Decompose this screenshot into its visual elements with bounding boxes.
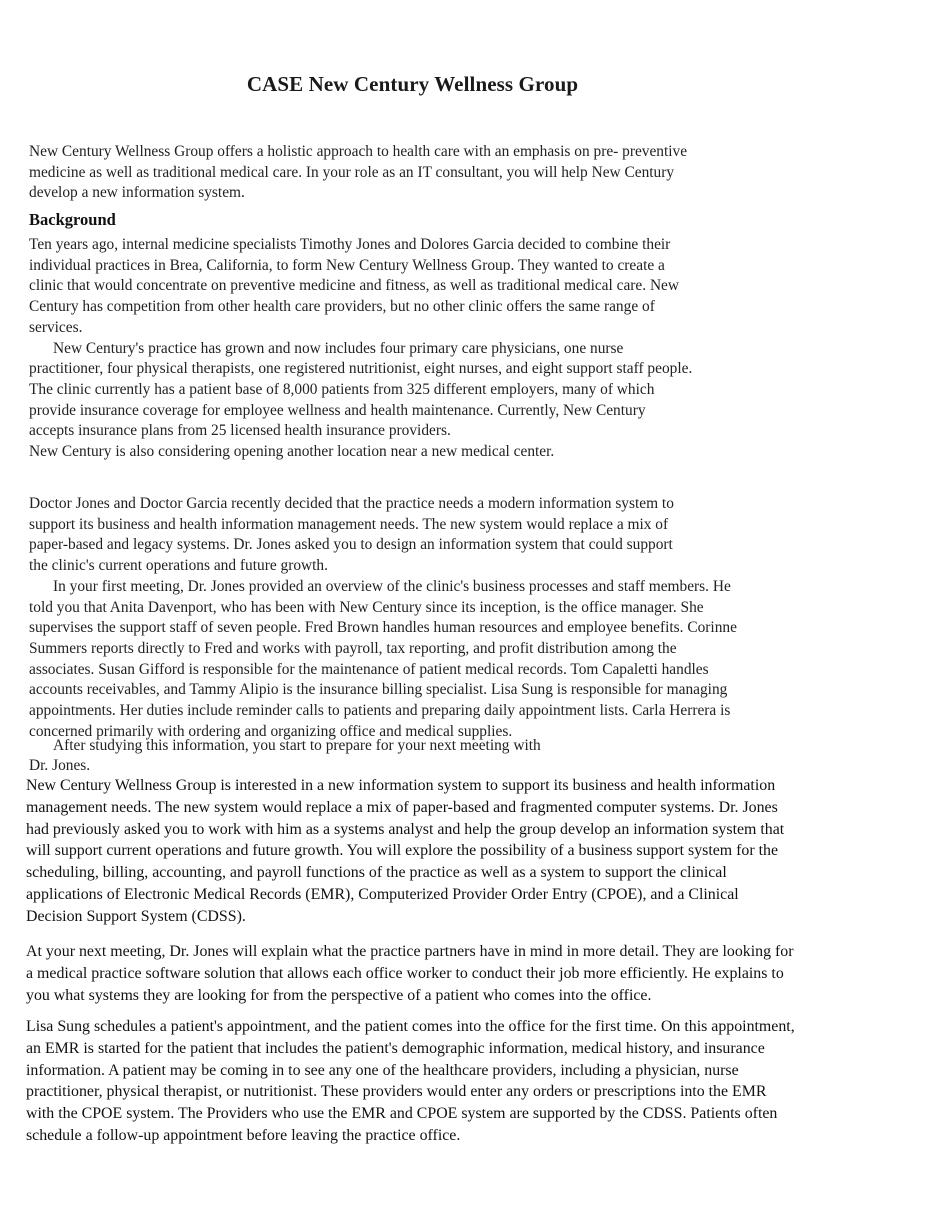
document-title: CASE New Century Wellness Group — [246, 72, 579, 96]
paragraph-line: paper-based and legacy systems. Dr. Jones asked you to design an information system that could support — [29, 536, 673, 554]
paragraph-line: told you that Anita Davenport, who has been with New Century since its inception, is the office manager. She — [29, 598, 704, 616]
paragraph-line: New Century is also considering opening another location near a new medical center. — [29, 443, 555, 461]
background-section — [29, 235, 692, 463]
paragraph-line: In your first meeting, Dr. Jones provided an overview of the clinic's business processes and staff members. He — [53, 577, 731, 595]
paragraph-line: schedule a follow-up appointment before leaving the practice office. — [26, 1126, 461, 1144]
paragraph-line: an EMR is started for the patient that includes the patient's demographic information, medical history, and insurance — [26, 1039, 765, 1057]
paragraph-line: the clinic's current operations and future growth. — [29, 557, 328, 575]
paragraph-line: you what systems they are looking for from the perspective of a patient who comes into the office. — [26, 986, 652, 1004]
paragraph-line: develop a new information system. — [29, 184, 245, 202]
paragraph-line: clinic that would concentrate on preventive medicine and fitness, as well as traditional medical care. New — [29, 277, 680, 295]
paragraph-line: accepts insurance plans from 25 licensed health insurance providers. — [29, 422, 451, 440]
paragraph-line: Ten years ago, internal medicine specialists Timothy Jones and Dolores Garcia decided to combine their — [29, 236, 671, 253]
paragraph-line: New Century's practice has grown and now includes four primary care physicians, one nurse — [53, 339, 624, 357]
next-meeting-paragraph — [26, 941, 794, 1006]
paragraph-line: After studying this information, you start to prepare for your next meeting with — [53, 737, 541, 754]
background-heading: Background — [29, 210, 116, 229]
system-paragraph — [26, 775, 784, 928]
paragraph-line: medicine as well as traditional medical care. In your role as an IT consultant, you will help New Century — [29, 163, 675, 181]
paragraph-line: management needs. The new system would replace a mix of paper-based and fragmented computer systems. Dr. Jones — [26, 798, 778, 816]
paragraph-line: At your next meeting, Dr. Jones will explain what the practice partners have in mind in more detail. They are looking for — [26, 943, 794, 960]
intro-paragraph — [29, 142, 687, 204]
paragraph-line: supervises the support staff of seven people. Fred Brown handles human resources and employee benefits. Corinne — [29, 619, 737, 637]
paragraph-line: services. — [29, 318, 83, 336]
paragraph-line: support its business and health information management needs. The new system would replace a mix of — [29, 515, 669, 533]
paragraph-line: had previously asked you to work with him as a systems analyst and help the group develop an information system that — [26, 820, 785, 838]
patient-flow-paragraph — [26, 1016, 795, 1147]
paragraph-line: individual practices in Brea, California, to form New Century Wellness Group. They wanted to create a — [29, 256, 665, 274]
paragraph-line: practitioner, physical therapist, or nutritionist. These providers would enter any orders or prescriptions into the EMR — [26, 1083, 767, 1101]
paragraph-line: Summers reports directly to Fred and works with payroll, tax reporting, and profit distribution among the — [29, 639, 677, 657]
paragraph-line: applications of Electronic Medical Records (EMR), Computerized Provider Order Entry (CPOE), and a Clinical — [26, 885, 739, 903]
paragraph-line: The clinic currently has a patient base of 8,000 patients from 325 different employers, many of which — [29, 380, 655, 398]
staff-overview-section — [29, 494, 737, 742]
paragraph-line: Doctor Jones and Doctor Garcia recently decided that the practice needs a modern information system to — [29, 495, 674, 512]
paragraph-line: Dr. Jones. — [29, 757, 91, 774]
paragraph-line: with the CPOE system. The Providers who use the EMR and CPOE system are supported by the CDSS. Patients often — [26, 1105, 778, 1123]
next-meeting-note — [29, 736, 541, 776]
paragraph-line: appointments. Her duties include reminder calls to patients and preparing daily appointment lists. Carla Herrera is — [29, 702, 731, 720]
paragraph-line: accounts receivables, and Tammy Alipio is the insurance billing specialist. Lisa Sung is responsible for managing — [29, 681, 728, 699]
paragraph-line: a medical practice software solution that allows each office worker to conduct their job more efficiently. He explains to — [26, 964, 784, 982]
paragraph-line: New Century Wellness Group is interested in a new information system to support its business and health information — [26, 777, 776, 794]
paragraph-line: New Century Wellness Group offers a holistic approach to health care with an emphasis on pre- preventive — [29, 143, 688, 160]
paragraph-line: will support current operations and future growth. You will explore the possibility of a business support system for the — [26, 842, 779, 860]
paragraph-line: scheduling, billing, accounting, and payroll functions of the practice as well as a system to support the clinical — [26, 864, 727, 882]
paragraph-line: information. A patient may be coming in to see any one of the healthcare providers, including a physician, nurse — [26, 1061, 739, 1079]
paragraph-line: Lisa Sung schedules a patient's appointment, and the patient comes into the office for the first time. On this appointment, — [26, 1018, 795, 1035]
paragraph-line: Decision Support System (CDSS). — [26, 907, 246, 925]
paragraph-line: associates. Susan Gifford is responsible for the maintenance of patient medical records. Tom Capaletti handles — [29, 660, 709, 678]
paragraph-line: Century has competition from other health care providers, but no other clinic offers the same range of — [29, 298, 655, 316]
paragraph-line: concerned primarily with ordering and organizing office and medical supplies. — [29, 722, 513, 740]
paragraph-line: provide insurance coverage for employee wellness and health maintenance. Currently, New Century — [29, 401, 646, 419]
paragraph-line: practitioner, four physical therapists, one registered nutritionist, eight nurses, and eight support staff people. — [29, 360, 693, 378]
